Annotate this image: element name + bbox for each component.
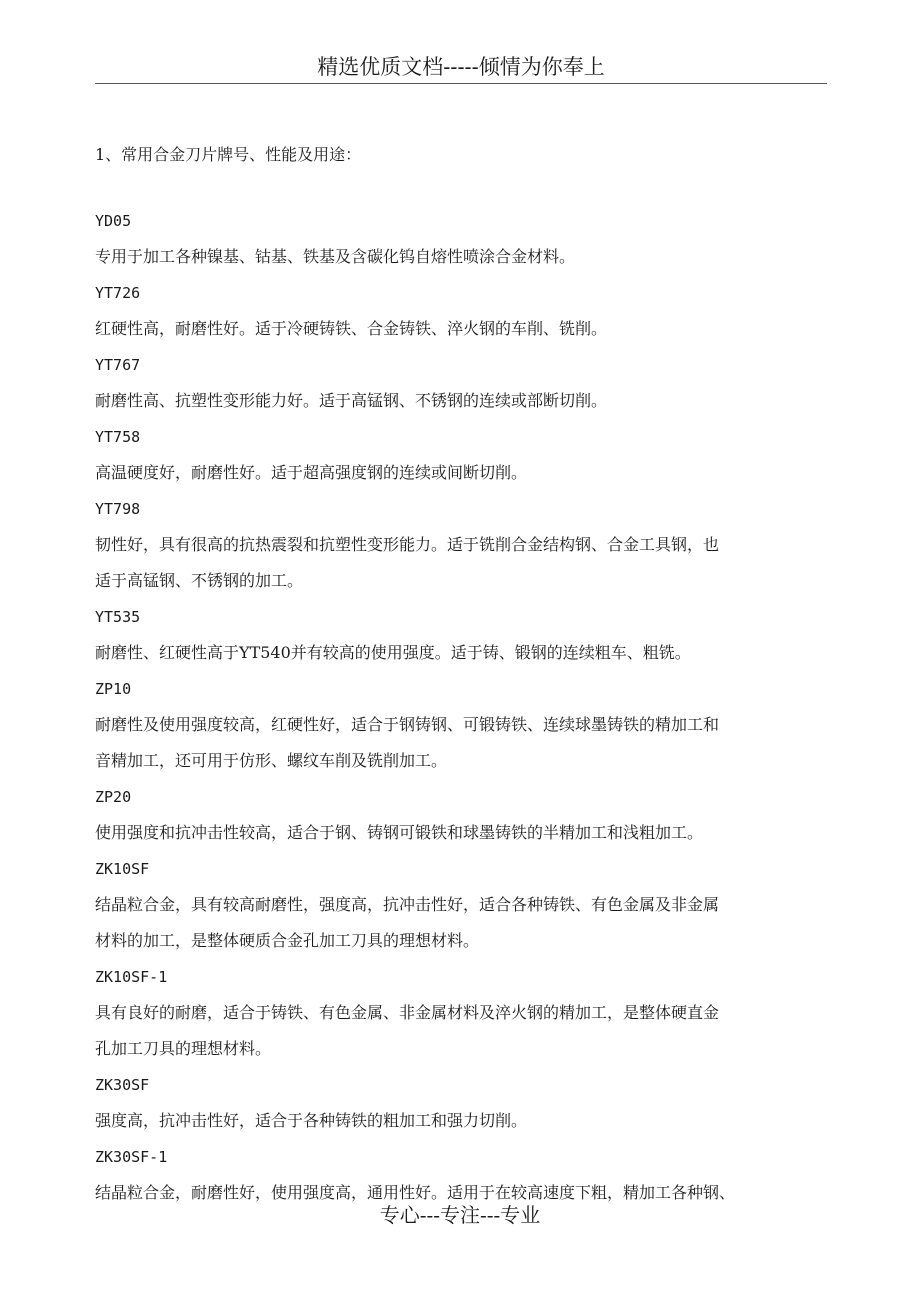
grade-description-line: 材料的加工，是整体硬质合金孔加工刀具的理想材料。 xyxy=(95,931,480,950)
grade-code: YT758 xyxy=(95,428,141,446)
grade-code: YT726 xyxy=(95,284,141,302)
grade-description-line: 高温硬度好，耐磨性好。适于超高强度钢的连续或间断切削。 xyxy=(95,463,528,482)
grade-entry xyxy=(95,491,830,599)
grade-list xyxy=(95,203,830,1211)
grade-description-line: 耐磨性、红硬性高于YT540并有较高的使用强度。适于铸、锻钢的连续粗车、粗铣。 xyxy=(95,643,691,662)
grade-code: YT767 xyxy=(95,356,141,374)
grade-description-line: 具有良好的耐磨，适合于铸铁、有色金属、非金属材料及淬火钢的精加工，是整体硬直金 xyxy=(95,1003,720,1022)
grade-description-line: 孔加工刀具的理想材料。 xyxy=(95,1039,272,1058)
grade-description-line: 适于高锰钢、不锈钢的加工。 xyxy=(95,571,304,590)
grade-entry xyxy=(95,347,830,419)
page-footer: 专心---专注---专业 xyxy=(379,1203,541,1227)
grade-description-line: 结晶粒合金，具有较高耐磨性，强度高，抗冲击性好，适合各种铸铁、有色金属及非金属 xyxy=(95,895,720,914)
grade-entry xyxy=(95,851,830,959)
grade-description-line: 韧性好，具有很高的抗热震裂和抗塑性变形能力。适于铣削合金结构钢、合金工具钢，也 xyxy=(95,535,720,554)
grade-code: YD05 xyxy=(95,212,132,230)
grade-code: ZK10SF xyxy=(95,860,150,878)
grade-description-line: 结晶粒合金，耐磨性好，使用强度高，通用性好。适用于在较高速度下粗，精加工各种钢、 xyxy=(95,1183,736,1202)
grade-entry xyxy=(95,419,830,491)
grade-entry xyxy=(95,779,830,851)
header-divider xyxy=(95,83,827,84)
grade-code: YT535 xyxy=(95,608,141,626)
grade-description-line: 音精加工，还可用于仿形、螺纹车削及铣削加工。 xyxy=(95,751,448,770)
document-body xyxy=(95,141,830,1211)
grade-entry xyxy=(95,275,830,347)
grade-code: ZK30SF xyxy=(95,1076,150,1094)
grade-code: ZP10 xyxy=(95,680,132,698)
grade-entry xyxy=(95,671,830,779)
grade-description-line: 红硬性高，耐磨性好。适于冷硬铸铁、合金铸铁、淬火钢的车削、铣削。 xyxy=(95,319,608,338)
section-heading: 1、常用合金刀片牌号、性能及用途： xyxy=(95,145,362,164)
grade-code: ZK30SF-1 xyxy=(95,1148,168,1166)
grade-description-line: 耐磨性高、抗塑性变形能力好。适于高锰钢、不锈钢的连续或部断切削。 xyxy=(95,391,608,410)
grade-entry xyxy=(95,203,830,275)
grade-entry xyxy=(95,1067,830,1139)
grade-entry xyxy=(95,959,830,1067)
grade-code: YT798 xyxy=(95,500,141,518)
grade-code: ZP20 xyxy=(95,788,132,806)
grade-code: ZK10SF-1 xyxy=(95,968,168,986)
grade-description-line: 强度高，抗冲击性好，适合于各种铸铁的粗加工和强力切削。 xyxy=(95,1111,528,1130)
grade-entry xyxy=(95,599,830,671)
grade-description-line: 耐磨性及使用强度较高，红硬性好，适合于钢铸钢、可锻铸铁、连续球墨铸铁的精加工和 xyxy=(95,715,720,734)
grade-description-line: 使用强度和抗冲击性较高，适合于钢、铸钢可锻铁和球墨铸铁的半精加工和浅粗加工。 xyxy=(95,823,704,842)
page-header: 精选优质文档-----倾情为你奉上 xyxy=(317,55,605,79)
grade-description-line: 专用于加工各种镍基、钴基、铁基及含碳化钨自熔性喷涂合金材料。 xyxy=(95,247,576,266)
